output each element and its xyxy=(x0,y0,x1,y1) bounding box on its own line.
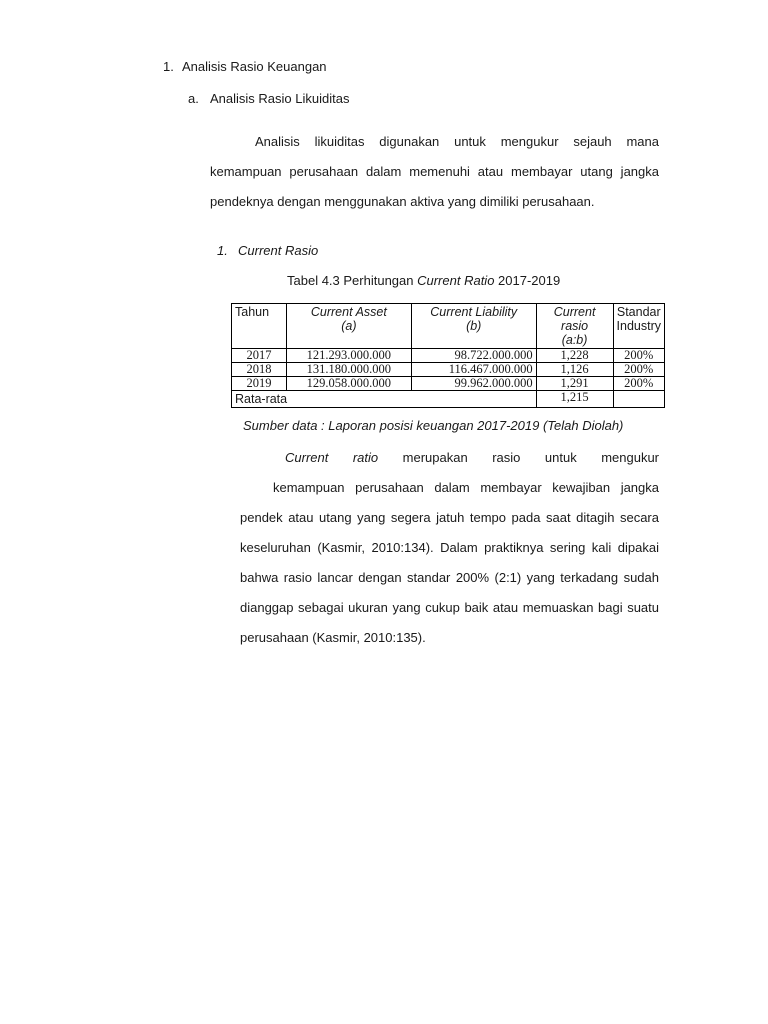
header-ratio-l1: Current xyxy=(553,305,596,319)
table-caption xyxy=(287,273,560,288)
cell-standard: 200% xyxy=(613,363,664,377)
paragraph-line-1 xyxy=(240,443,659,473)
section-title: Analisis Rasio Keuangan xyxy=(182,59,327,74)
header-asset-sub: (a) xyxy=(341,319,357,333)
cell-ratio: 1,126 xyxy=(536,363,613,377)
table-row xyxy=(232,349,665,363)
header-liability xyxy=(411,304,536,349)
header-liability-label: Current Liability xyxy=(430,305,518,319)
subsection-heading-a xyxy=(188,91,349,106)
table-header-row xyxy=(232,304,665,349)
header-liability-sub: (b) xyxy=(466,319,482,333)
header-ratio-l2: rasio xyxy=(561,319,589,333)
cell-average-standard xyxy=(613,391,664,408)
caption-italic: Current Ratio xyxy=(417,273,495,288)
table-row xyxy=(232,363,665,377)
header-standard-l2: Industry xyxy=(616,319,661,333)
section-heading-1 xyxy=(163,59,327,74)
cell-year: 2017 xyxy=(232,349,287,363)
subsection-letter: a. xyxy=(188,91,199,106)
cell-ratio: 1,228 xyxy=(536,349,613,363)
paragraph-line-2: kemampuan perusahaan dalam membayar kewajiban jangka xyxy=(273,480,659,495)
item-title: Current Rasio xyxy=(238,243,319,258)
cell-standard: 200% xyxy=(613,349,664,363)
header-asset xyxy=(286,304,411,349)
header-standard-l1: Standar xyxy=(616,305,661,319)
current-ratio-table xyxy=(231,303,665,408)
current-ratio-paragraph xyxy=(240,443,659,653)
cell-asset: 131.180.000.000 xyxy=(286,363,411,377)
cell-liability: 98.722.000.000 xyxy=(411,349,536,363)
cell-year: 2018 xyxy=(232,363,287,377)
cell-average-ratio: 1,215 xyxy=(536,391,613,408)
item-number: 1. xyxy=(217,243,228,258)
subsection-title: Analisis Rasio Likuiditas xyxy=(210,91,350,106)
intro-paragraph: Analisis likuiditas digunakan untuk mengukur sejauh mana kemampuan perusahaan dalam memenuhi atau membayar utang jangka pendeknya dengan menggunakan aktiva yang dimiliki perusahaan. xyxy=(210,134,659,209)
table-average-row xyxy=(232,391,665,408)
term-current-ratio: Current ratio xyxy=(285,450,379,465)
cell-liability: 99.962.000.000 xyxy=(411,377,536,391)
caption-prefix: Tabel 4.3 Perhitungan xyxy=(287,273,418,288)
cell-asset: 121.293.000.000 xyxy=(286,349,411,363)
current-ratio-heading xyxy=(217,243,318,258)
header-standard xyxy=(613,304,664,349)
header-year: Tahun xyxy=(232,304,287,349)
table-row xyxy=(232,377,665,391)
cell-liability: 116.467.000.000 xyxy=(411,363,536,377)
header-ratio-l3: (a:b) xyxy=(561,333,588,347)
cell-asset: 129.058.000.000 xyxy=(286,377,411,391)
cell-standard: 200% xyxy=(613,377,664,391)
caption-suffix: 2017-2019 xyxy=(494,273,561,288)
cell-year: 2019 xyxy=(232,377,287,391)
line-1-text: merupakan rasio untuk mengukur xyxy=(378,450,660,465)
header-asset-label: Current Asset xyxy=(310,305,387,319)
paragraph-rest: pendek atau utang yang segera jatuh tempo pada saat ditagih secara keseluruhan (Kasmir, 2010:134). Dalam praktiknya sering kali dipakai bahwa rasio lancar dengan standar 200% (2:1) yang terkadang sudah dianggap sebagai ukuran yang cukup baik atau memuaskan bagi suatu perusahaan (Kasmir, 2010:135). xyxy=(240,510,659,645)
section-number: 1. xyxy=(163,59,174,74)
source-note: Sumber data : Laporan posisi keuangan 2017-2019 (Telah Diolah) xyxy=(243,418,624,433)
cell-ratio: 1,291 xyxy=(536,377,613,391)
cell-average-label: Rata-rata xyxy=(232,391,537,408)
header-ratio xyxy=(536,304,613,349)
